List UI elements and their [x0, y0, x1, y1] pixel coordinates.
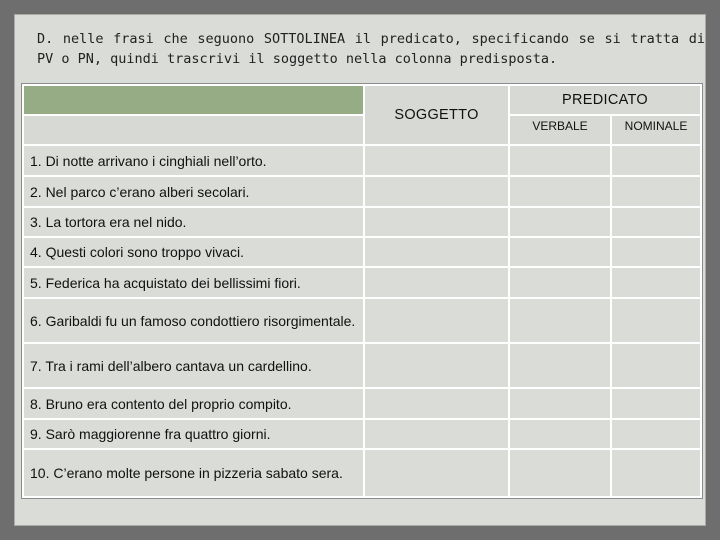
verbale-answer-cell[interactable]: [510, 177, 610, 206]
nominale-answer-cell[interactable]: [612, 389, 700, 418]
table-row: [24, 299, 700, 342]
header-blank-cell: [24, 86, 363, 114]
verbale-answer-cell[interactable]: [510, 208, 610, 236]
table-row: [24, 177, 700, 206]
nominale-answer-cell[interactable]: [612, 450, 700, 496]
nominale-answer-cell[interactable]: [612, 146, 700, 175]
sentence-cell: 6. Garibaldi fu un famoso condottiero risorgimentale.: [24, 299, 363, 342]
nominale-answer-cell[interactable]: [612, 177, 700, 206]
verbale-answer-cell[interactable]: [510, 389, 610, 418]
subheader-verbale: VERBALE: [510, 116, 610, 144]
table-row: [24, 420, 700, 448]
header-predicato: PREDICATO: [510, 86, 700, 114]
soggetto-answer-cell[interactable]: [365, 344, 508, 387]
nominale-answer-cell[interactable]: [612, 420, 700, 448]
soggetto-answer-cell[interactable]: [365, 238, 508, 266]
sentence-cell: 3. La tortora era nel nido.: [24, 208, 363, 236]
exercise-table: [21, 83, 703, 499]
soggetto-answer-cell[interactable]: [365, 420, 508, 448]
soggetto-answer-cell[interactable]: [365, 299, 508, 342]
table-row: [24, 238, 700, 266]
soggetto-answer-cell[interactable]: [365, 146, 508, 175]
nominale-answer-cell[interactable]: [612, 238, 700, 266]
subheader-blank-cell: [24, 116, 363, 144]
nominale-answer-cell[interactable]: [612, 299, 700, 342]
table-row: [24, 389, 700, 418]
table-row: [24, 146, 700, 175]
table-row: [24, 344, 700, 387]
exercise-instruction: D. nelle frasi che seguono SOTTOLINEA il predicato, specificando se si tratta di PV o PN, quindi trascrivi il soggetto nella colonna predisposta.: [37, 31, 705, 67]
sentence-cell: 8. Bruno era contento del proprio compito.: [24, 389, 363, 418]
table-row: [24, 208, 700, 236]
soggetto-answer-cell[interactable]: [365, 389, 508, 418]
sentence-cell: 4. Questi colori sono troppo vivaci.: [24, 238, 363, 266]
soggetto-answer-cell[interactable]: [365, 208, 508, 236]
sentence-cell: 1. Di notte arrivano i cinghiali nell’orto.: [24, 146, 363, 175]
verbale-answer-cell[interactable]: [510, 420, 610, 448]
slide: [14, 14, 706, 526]
header-row: [24, 86, 700, 114]
header-soggetto: SOGGETTO: [365, 86, 508, 144]
verbale-answer-cell[interactable]: [510, 450, 610, 496]
verbale-answer-cell[interactable]: [510, 268, 610, 297]
sentence-cell: 10. C’erano molte persone in pizzeria sabato sera.: [24, 450, 363, 496]
soggetto-answer-cell[interactable]: [365, 268, 508, 297]
verbale-answer-cell[interactable]: [510, 344, 610, 387]
subheader-row: [24, 116, 700, 144]
nominale-answer-cell[interactable]: [612, 268, 700, 297]
sentence-cell: 2. Nel parco c’erano alberi secolari.: [24, 177, 363, 206]
nominale-answer-cell[interactable]: [612, 344, 700, 387]
sentence-cell: 5. Federica ha acquistato dei bellissimi fiori.: [24, 268, 363, 297]
verbale-answer-cell[interactable]: [510, 238, 610, 266]
soggetto-answer-cell[interactable]: [365, 177, 508, 206]
sentence-cell: 7. Tra i rami dell’albero cantava un cardellino.: [24, 344, 363, 387]
sentence-cell: 9. Sarò maggiorenne fra quattro giorni.: [24, 420, 363, 448]
verbale-answer-cell[interactable]: [510, 146, 610, 175]
table-row: [24, 450, 700, 496]
soggetto-answer-cell[interactable]: [365, 450, 508, 496]
verbale-answer-cell[interactable]: [510, 299, 610, 342]
subheader-nominale: NOMINALE: [612, 116, 700, 144]
table-row: [24, 268, 700, 297]
nominale-answer-cell[interactable]: [612, 208, 700, 236]
